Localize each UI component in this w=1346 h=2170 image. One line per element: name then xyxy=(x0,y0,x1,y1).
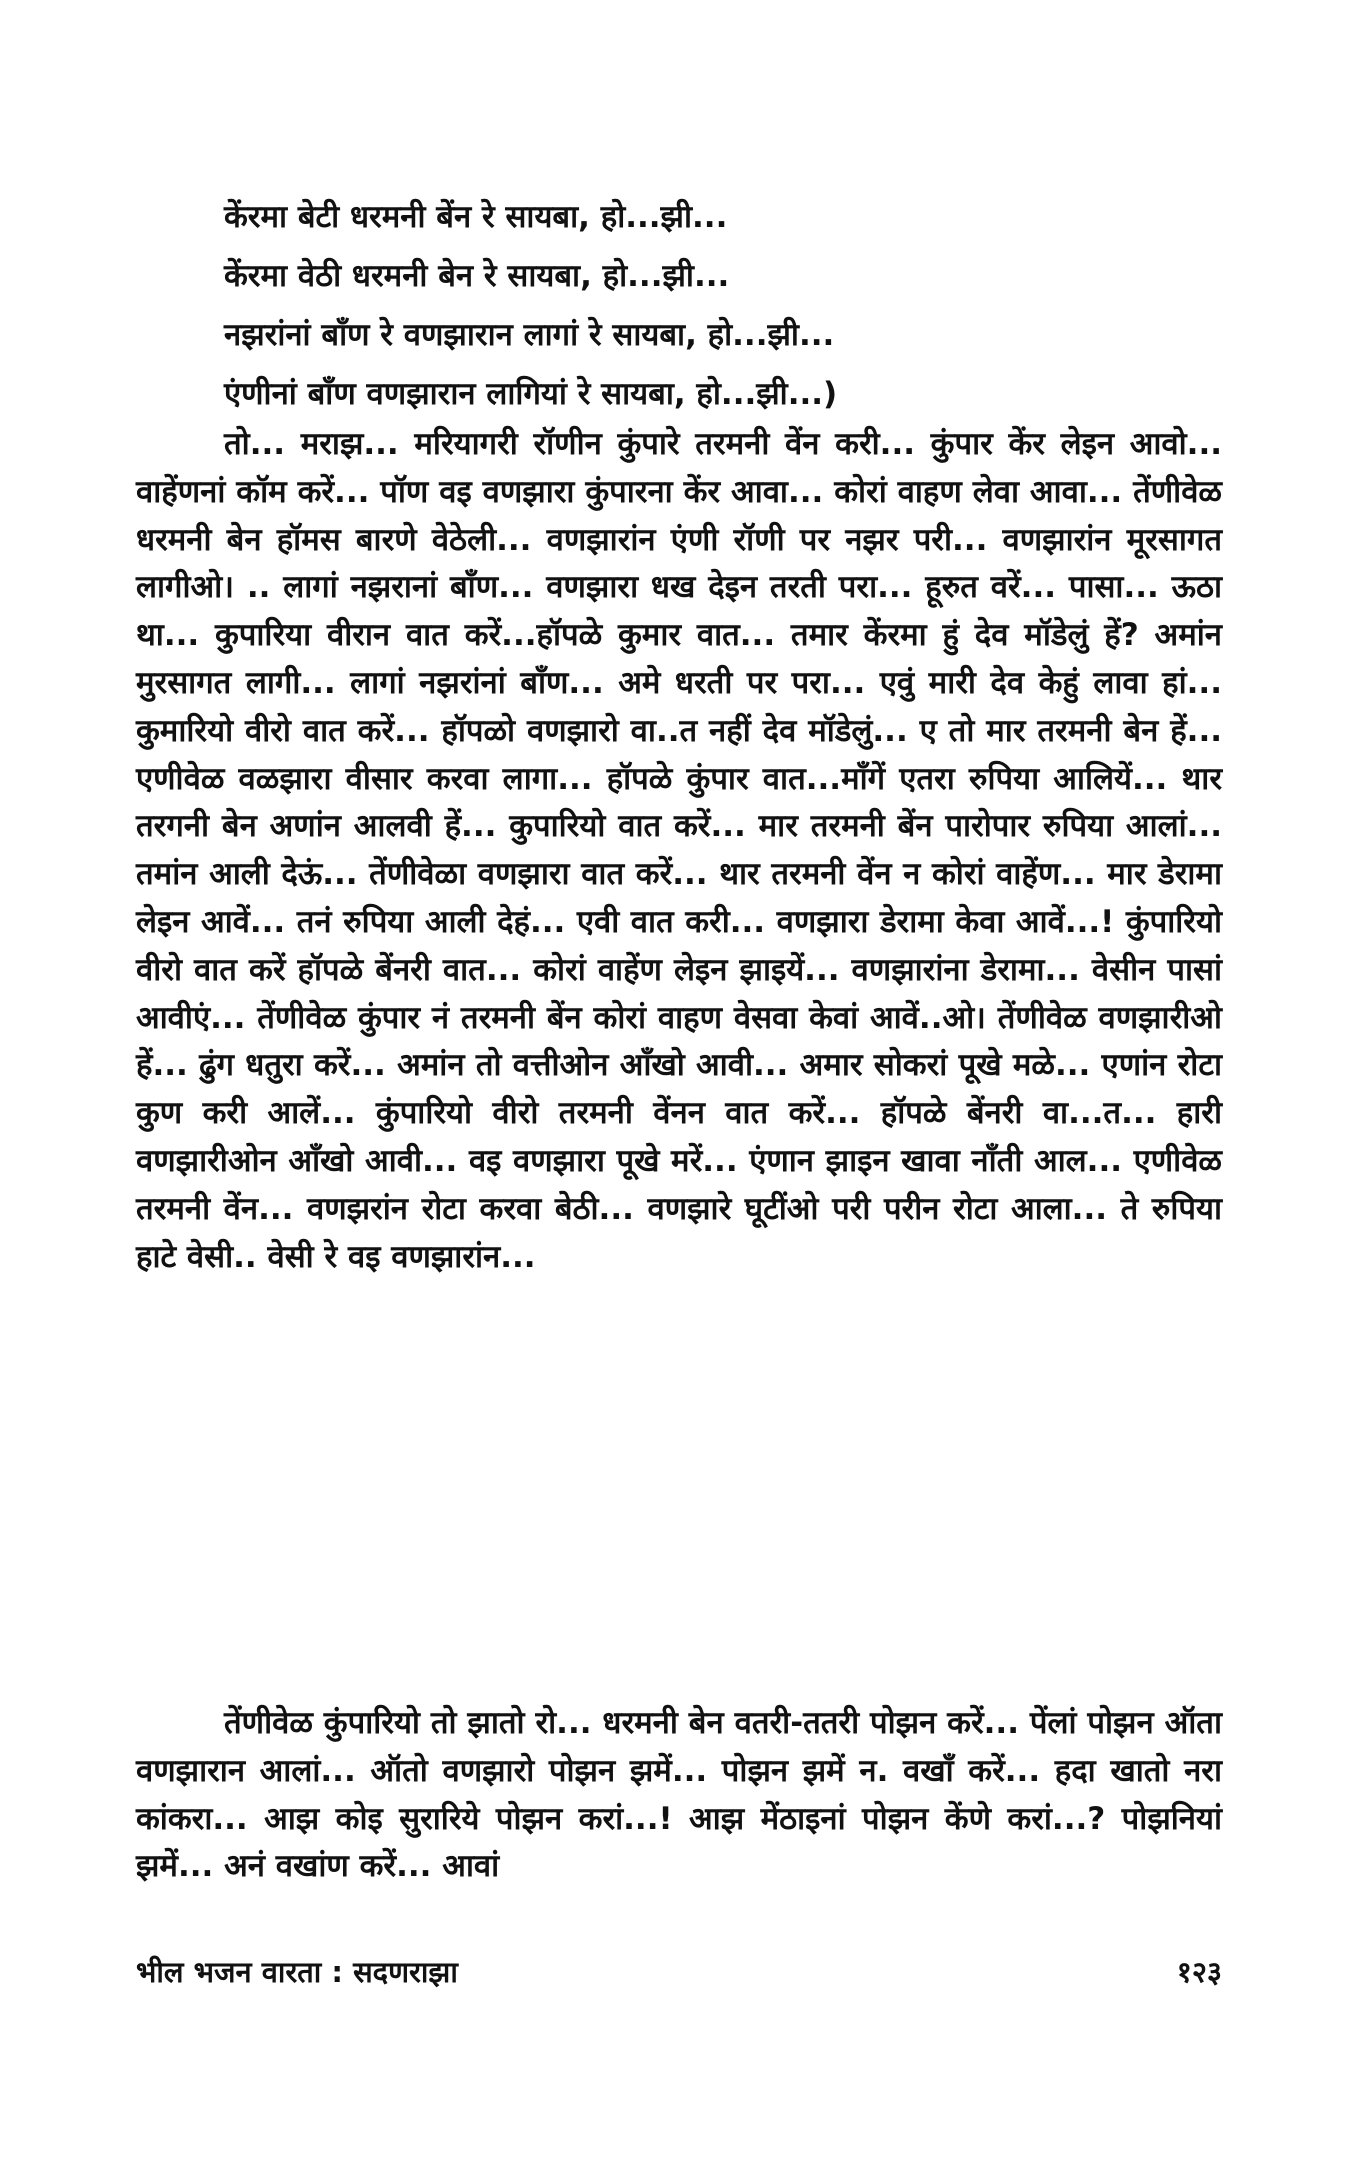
verse-block xyxy=(224,188,1224,424)
page-footer xyxy=(136,1950,1222,1994)
running-title: भील भजन वारता : सदणराझा xyxy=(136,1955,458,1989)
body-paragraph: तो... मराझ... मरियागरी रॉणीन कुंपारे तरमनी वेंन करी... कुंपार केंर लेइन आवो... वाहेंणनां कॉम करें... पॉण वइ वणझारा कुंपारना केंर आवा... कोरां वाहण लेवा आवा... तेंणीवेळ धरमनी बेन हॉमस बारणे वेठेली... वणझारांन एंणी रॉणी पर नझर परी... वणझारांन मूरसागत लागीओ। .. लागां नझरानां बाँण... वणझारा धख देइन तरती परा... हूरुत वरें... पासा... ऊठा था... कुपारिया वीरान वात करें...हॉपळे कुमार वात... तमार केंरमा हुं देव मॉडेलुं हें? अमांन मुरसागत लागी... लागां नझरांनां बाँण... अमे धरती पर परा... एवुं मारी देव केहुं लावा हां... कुमारियो वीरो वात करें... हॉपळो वणझारो वा..त नहीं देव मॉडेलुं... ए तो मार तरमनी बेन हें... एणीवेळ वळझारा वीसार करवा लागा... हॉपळे कुंपार वात...माँगें एतरा रुपिया आलियें... थार तरगनी बेन अणांन आलवी हें... कुपारियो वात करें... मार तरमनी बेंन पारोपार रुपिया आलां... तमांन आली देऊं... तेंणीवेळा वणझारा वात करें... थार तरमनी वेंन न कोरां वाहेंण... मार डेरामा लेइन आवें... तनं रुपिया आली देहं... एवी वात करी... वणझारा डेरामा केवा आवें...! कुंपारियो वीरो वात करें हॉपळे बेंनरी वात... कोरां वाहेंण लेइन झाइयें... वणझारांना डेरामा... वेसीन पासां आवीएं... तेंणीवेळ कुंपार नं तरमनी बेंन कोरां वाहण वेसवा केवां आवें..ओ। तेंणीवेळ वणझारीओ हें... ढुंग धतुरा करें... अमांन तो वत्तीओन आँखो आवी... अमार सोकरां पूखे मळे... एणांन रोटा कुण करी आलें... कुंपारियो वीरो तरमनी वेंनन वात करें... हॉपळे बेंनरी वा...त... हारी वणझारीओन आँखो आवी... वइ वणझारा पूखे मरें... एंणान झाइन खावा नाँती आल... एणीवेळ तरमनी वेंन... वणझरांन रोटा करवा बेठी... वणझारे घूटींओ परी परीन रोटा आला... ते रुपिया हाटे वेसी.. वेसी रे वइ वणझारांन... xyxy=(136,426,1222,1275)
verse-line: केंरमा वेठी धरमनी बेन रे सायबा, हो...झी... xyxy=(224,258,730,294)
page-number: १२३ xyxy=(1176,1955,1222,1989)
verse-line: नझरांनां बाँण रे वणझारान लागां रे सायबा, हो...झी... xyxy=(224,317,835,353)
body-paragraph: तेंणीवेळ कुंपारियो तो झातो रो... धरमनी बेन वतरी-ततरी पोझन करें... पेंलां पोझन ऑता वणझारान आलां... ऑतो वणझारो पोझन झमें... पोझन झमें न. वखाँ करें... हदा खातो नरा कांकरा... आझ कोइ सुरारिये पोझन करां...! आझ मेंठाइनां पोझन केंणे करां...? पोझनियां झमें... अनं वखांण करें... आवां xyxy=(136,1705,1222,1885)
verse-line: एंणीनां बाँण वणझारान लागियां रे सायबा, हो...झी...) xyxy=(224,376,838,412)
verse-line: केंरमा बेटी धरमनी बेंन रे सायबा, हो...झी... xyxy=(224,199,728,235)
